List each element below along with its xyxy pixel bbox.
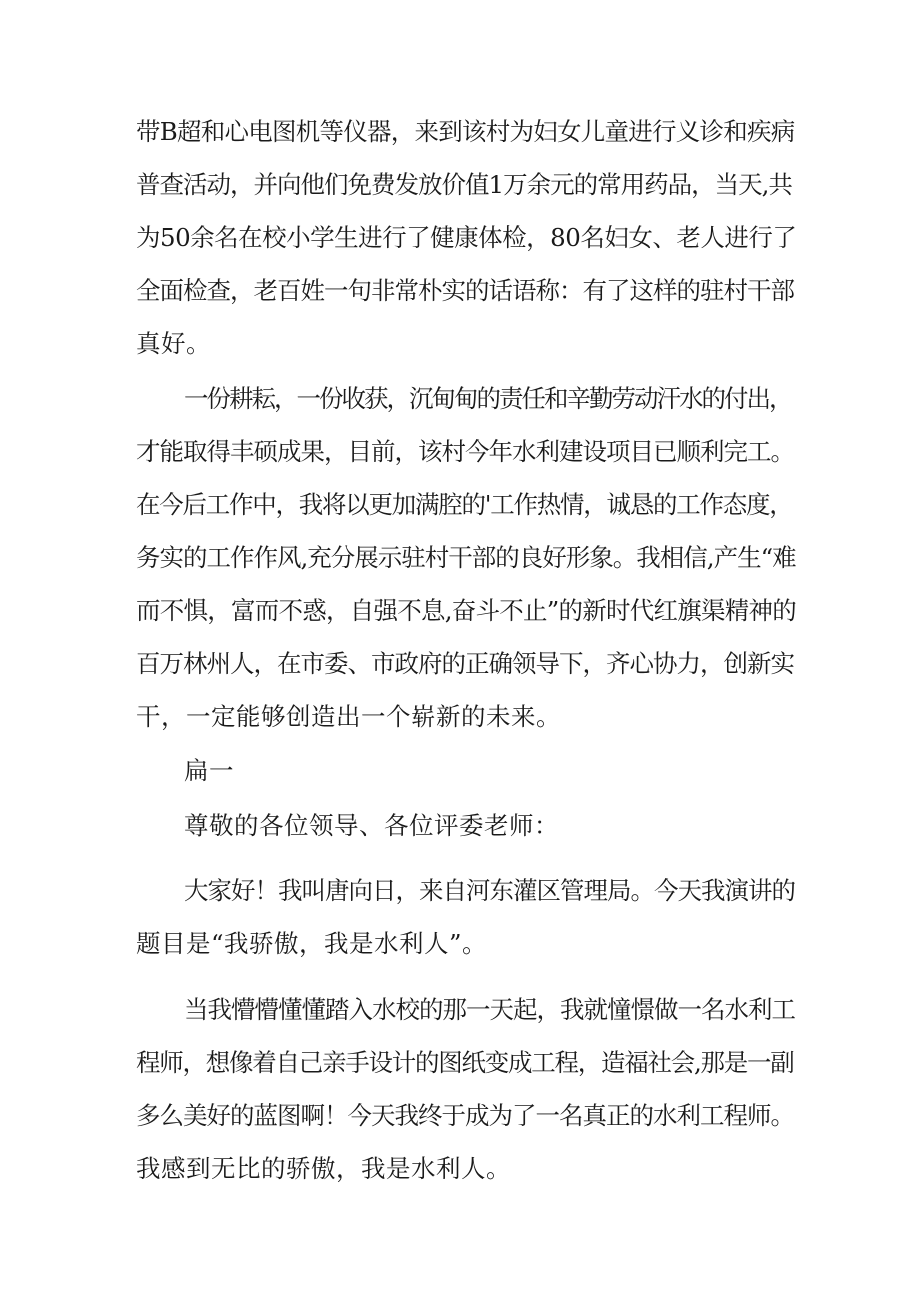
text-line: 才能取得丰硕成果，目前，该村今年水利建设项目已顺利完工。 (136, 437, 794, 466)
text-line: 百万林州人，在市委、市政府的正确领导下，齐心协力，创新实 (136, 649, 794, 678)
salutation: 尊敬的各位领导、各位评委老师： (184, 811, 559, 840)
text-line: 在今后工作中，我将以更加满腔的'工作热情，诚恳的工作态度， (136, 490, 793, 519)
section-heading: 扁一 (184, 756, 234, 785)
text-line: 真好。 (136, 329, 211, 358)
text-line: 多么美好的蓝图啊！今天我终于成为了一名真正的水利工程师。 (136, 1101, 794, 1130)
text-line: 当我懵懵懂懂踏入水校的那一天起，我就憧憬做一名水利工 (184, 995, 795, 1024)
text-line: 我感到无比的骄傲，我是水利人。 (136, 1154, 511, 1183)
text-line: 题目是“我骄傲，我是水利人”。 (136, 929, 488, 958)
text-line: 务实的工作作风,充分展示驻村干部的良好形象。我相信,产生“难 (136, 543, 796, 572)
text-line: 为50余名在校小学生进行了健康体检，80名妇女、老人进行了 (136, 223, 797, 252)
text-line: 全面检查，老百姓一句非常朴实的话语称：有了这样的驻村干部 (136, 276, 794, 305)
text-line: 普查活动，并向他们免费发放价值1万余元的常用药品，当天,共 (136, 170, 792, 199)
text-line: 带B超和心电图机等仪器，来到该村为妇女儿童进行义诊和疾病 (136, 117, 795, 146)
text-line: 大家好！我叫唐向日，来自河东灌区管理局。今天我演讲的 (184, 876, 795, 905)
text-line: 一份耕耘，一份收获，沉甸甸的责任和辛勤劳动汗水的付出， (184, 384, 792, 413)
text-line: 程师，想像着自己亲手设计的图纸变成工程，造福社会,那是一副 (136, 1048, 794, 1077)
text-line: 干，一定能够创造出一个崭新的未来。 (136, 702, 561, 731)
text-line: 而不惧，富而不惑，自强不息,奋斗不止”的新时代红旗渠精神的 (136, 596, 797, 625)
